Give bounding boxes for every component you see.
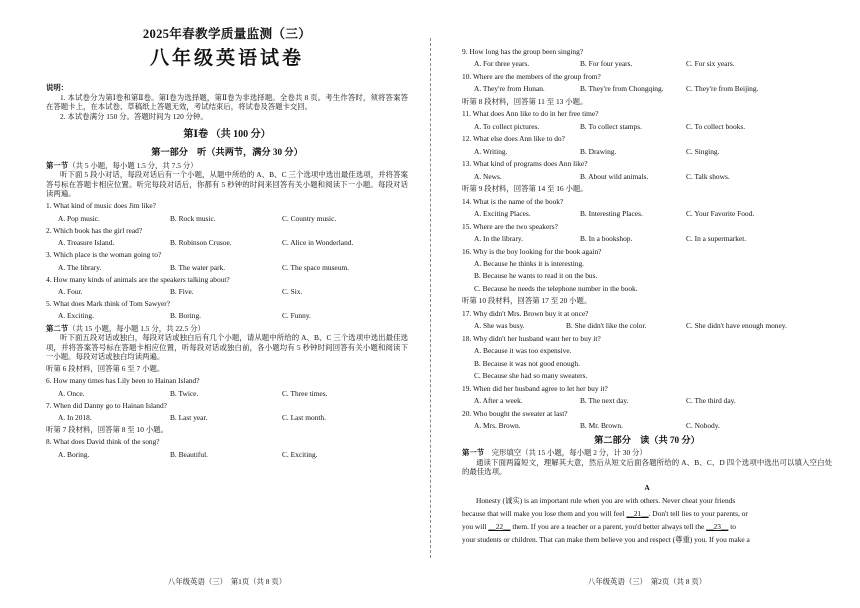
option-c: C. In a supermarket. — [686, 234, 747, 244]
option-b: B. The next day. — [580, 396, 629, 406]
options — [474, 234, 832, 243]
question: 9. How long has the group been singing? — [462, 47, 584, 56]
listening-instruction: 听第 8 段材料，回答第 11 至 13 小题。 — [462, 96, 588, 106]
option-a: A. Mrs. Brown. — [474, 421, 521, 431]
option-c: C. Three times. — [282, 388, 328, 398]
page-footer: 八年级英语（三） 第2页（共 8 页） — [587, 577, 707, 586]
option-b: B. Mr. Brown. — [580, 421, 623, 431]
column-divider — [430, 38, 431, 558]
option-b: B. Robinson Crusoe. — [170, 238, 232, 248]
option-a: A. She was busy. — [474, 321, 525, 331]
option-b: B. She didn't like the color. — [566, 321, 647, 331]
options — [474, 421, 832, 430]
options — [58, 389, 408, 398]
question: 6. How many times has Lily been to Hainan Island? — [46, 376, 200, 386]
exam-title: 2025年春教学质量监测（三） — [142, 27, 312, 41]
exam-subtitle: 八年级英语试卷 — [149, 48, 304, 70]
passage — [462, 495, 832, 547]
options — [58, 413, 408, 422]
option-a: A. Exciting Places. — [474, 209, 531, 219]
part-heading: 第一部分 听（共两节，满分 30 分） — [151, 147, 303, 158]
option-c: C. Because he needs the telephone number in the book. — [474, 283, 638, 293]
options — [58, 214, 408, 223]
option-b: B. For four years. — [580, 59, 633, 69]
section-info: （共 15 小题，每小题 1.5 分，共 22.5 分） — [68, 323, 205, 333]
option-a: A. Once. — [58, 388, 85, 398]
option-c: C. Funny. — [282, 311, 311, 321]
passage-line: Honesty (诚实) is an important rule when you are with others. Never cheat your friends — [476, 496, 736, 506]
question-group-6 — [462, 309, 832, 431]
option-c: C. Singing. — [686, 146, 720, 156]
question: 17. Why didn't Mrs. Brown buy it at once? — [462, 308, 589, 318]
options — [58, 238, 408, 247]
blank-23: __23__ — [706, 522, 729, 532]
option-a: A. The library. — [58, 262, 102, 272]
option-c: C. For six years. — [686, 59, 735, 69]
options — [474, 321, 832, 330]
option-a: A. For three years. — [474, 59, 530, 69]
listening-instruction: 听第 10 段材料，回答第 17 至 20 小题。 — [462, 296, 592, 306]
question: 19. When did her husband agree to let her buy it? — [462, 383, 608, 393]
right-column — [462, 0, 832, 608]
question: 3. Which place is the woman going to? — [46, 250, 162, 260]
option-a: A. After a week. — [474, 396, 523, 406]
options — [474, 396, 832, 405]
option-a: A. Four. — [58, 287, 83, 297]
option-b: B. Five. — [170, 287, 194, 297]
listening-instruction: 听第 9 段材料，回答第 14 至 16 小题。 — [462, 184, 588, 194]
part-heading: 第二部分 读（共 70 分） — [594, 434, 700, 445]
passage-line: you will __22__ them. If you are a teacher or a parent, you'd better always tell the __23__ to — [462, 522, 736, 532]
section-heading — [46, 161, 408, 170]
question-group-5 — [462, 197, 832, 294]
option-c: C. Last month. — [282, 413, 326, 423]
option-c: C. Six. — [282, 287, 303, 297]
option-a: A. In 2018. — [58, 413, 92, 423]
option-b: B. Because it was not good enough. — [474, 358, 580, 368]
note-1: 1. 本试卷分为第Ⅰ卷和第Ⅱ卷。第Ⅰ卷为选择题，第Ⅱ卷为非选择题。全卷共 8 页。考生作答时，须将答案答在答题卡上，在本试卷、草稿纸上答题无效，考试结束后，将试卷及答题卡交回。 — [46, 92, 408, 112]
question: 20. Who bought the sweater at last? — [462, 408, 568, 418]
option-b: B. Beautiful. — [170, 449, 208, 459]
option-a: A. News. — [474, 171, 502, 181]
option-a: A. Pop music. — [58, 213, 100, 223]
option-a: A. Writing. — [474, 146, 508, 156]
option-b: B. Interesting Places. — [580, 209, 643, 219]
option-b: B. They're from Chongqing. — [580, 84, 664, 94]
options — [58, 311, 408, 320]
option-b: B. Because he wants to read it on the bus. — [474, 271, 598, 281]
blank-21: __21__ — [626, 509, 649, 519]
section-instructions: 听下面 5 段小对话，每段对话后有一个小题，从题中所给的 A、B、C 三个选项中选出最佳选项，并将答案答号标在答题卡相应位置。听完每段对话后，你都有 5 秒钟的时间来回答有关小题和阅读下一小题。每段对话读两遍。 — [46, 170, 408, 199]
question-group-3 — [462, 47, 832, 94]
option-a: A. Exciting. — [58, 311, 94, 321]
option-c: C. The third day. — [686, 396, 736, 406]
option-c: C. Country music. — [282, 213, 337, 223]
note-2: 2. 本试卷满分 150 分。答题时间为 120 分钟。 — [60, 111, 208, 121]
option-b: B. In a bookshop. — [580, 234, 633, 244]
question: 2. Which book has the girl read? — [46, 225, 143, 235]
options — [474, 172, 832, 181]
options — [474, 209, 832, 218]
passage-line: your students or children. That can make them believe you and respect (尊重) you. If you make a — [462, 535, 750, 545]
page-footer: 八年级英语（三） 第1页（共 8 页） — [167, 577, 287, 586]
question: 1. What kind of music does Jim like? — [46, 201, 156, 211]
options — [474, 84, 832, 93]
left-column — [46, 0, 408, 608]
option-c: C. To collect books. — [686, 121, 746, 131]
option-b: B. The water park. — [170, 262, 226, 272]
question: 15. Where are the two speakers? — [462, 221, 558, 231]
question: 8. What does David think of the song? — [46, 437, 160, 447]
option-a: A. Boring. — [58, 449, 90, 459]
question-group-2a — [46, 376, 408, 422]
question: 11. What does Ann like to do in her free time? — [462, 109, 599, 119]
section-instructions: 听下面五段对话或独白，每段对话或独白后有几个小题，请从题中所给的 A、B、C 三个选项中选出最佳选项，并将答案答号标在答题卡相应位置，听每段对话或独白前，各小题均有 5 秒钟时间回答有关小题和阅读下一小题。每段对话或独白均读两遍。 — [46, 333, 408, 362]
question-group-1 — [46, 201, 408, 321]
option-b: B. Last year. — [170, 413, 208, 423]
question: 5. What does Mark think of Tom Sawyer? — [46, 298, 171, 308]
option-c: C. Talk shows. — [686, 171, 730, 181]
question: 13. What kind of programs does Ann like? — [462, 159, 588, 169]
option-b: B. Rock music. — [170, 213, 216, 223]
option-a: A. Treasure Island. — [58, 238, 115, 248]
option-a: A. To collect pictures. — [474, 121, 540, 131]
passage-letter: A — [644, 482, 650, 492]
question-group-2b — [46, 437, 408, 459]
options — [474, 147, 832, 156]
option-c: C. Because she had so many sweaters. — [474, 371, 588, 381]
option-a: A. Because he thinks it is interesting. — [474, 258, 585, 268]
section-heading — [46, 324, 408, 333]
question: 12. What else does Ann like to do? — [462, 134, 565, 144]
options — [474, 122, 832, 131]
section-label: 第一节 — [462, 448, 485, 458]
option-c: C. Alice in Wonderland. — [282, 238, 354, 248]
options — [474, 59, 832, 68]
option-a: A. Because it was too expensive. — [474, 346, 572, 356]
option-b: B. About wild animals. — [580, 171, 649, 181]
options — [58, 263, 408, 272]
listening-instruction: 听第 7 段材料，回答第 8 至 10 小题。 — [46, 425, 168, 435]
option-c: C. They're from Beijing. — [686, 84, 759, 94]
question: 16. Why is the boy looking for the book again? — [462, 246, 602, 256]
question-group-4 — [462, 109, 832, 181]
option-a: A. They're from Hunan. — [474, 84, 545, 94]
option-c: C. She didn't have enough money. — [686, 321, 787, 331]
listening-instruction: 听第 6 段材料，回答第 6 至 7 小题。 — [46, 364, 165, 374]
notes-heading: 说明： — [46, 83, 69, 93]
options — [58, 287, 408, 296]
passage-line: because that will make you lose them and you will feel __21__. Don't tell lies to your parents, or — [462, 509, 748, 519]
section-info: 完形填空（共 15 小题，每小题 2 分，计 30 分） — [491, 448, 647, 458]
question: 18. Why didn't her husband want her to buy it? — [462, 333, 601, 343]
blank-22: __22__ — [488, 522, 511, 532]
option-c: C. Exciting. — [282, 449, 318, 459]
option-b: B. Boring. — [170, 311, 202, 321]
question: 14. What is the name of the book? — [462, 196, 564, 206]
section-info: （共 5 小题，每小题 1.5 分，共 7.5 分） — [68, 160, 198, 170]
section-label: 第二节 — [46, 323, 69, 333]
volume-heading: 第Ⅰ卷 （共 100 分） — [183, 129, 271, 141]
section-instructions: 通读下面两篇短文，理解其大意，然后从短文后面各题所给的 A、B、C、D 四个选项中选出可以填入空白处的最佳选项。 — [462, 457, 832, 477]
question: 10. Where are the members of the group from? — [462, 71, 601, 81]
option-a: A. In the library. — [474, 234, 523, 244]
option-c: C. Your Favorite Food. — [686, 209, 755, 219]
section-heading — [462, 448, 832, 457]
question: 7. When did Danny go to Hainan Island? — [46, 400, 167, 410]
option-b: B. Drawing. — [580, 146, 617, 156]
option-b: B. Twice. — [170, 388, 199, 398]
option-b: B. To collect stamps. — [580, 121, 642, 131]
option-c: C. The space museum. — [282, 262, 349, 272]
options — [58, 450, 408, 459]
section-label: 第一节 — [46, 160, 69, 170]
option-c: C. Nobody. — [686, 421, 720, 431]
question: 4. How many kinds of animals are the speakers talking about? — [46, 274, 230, 284]
